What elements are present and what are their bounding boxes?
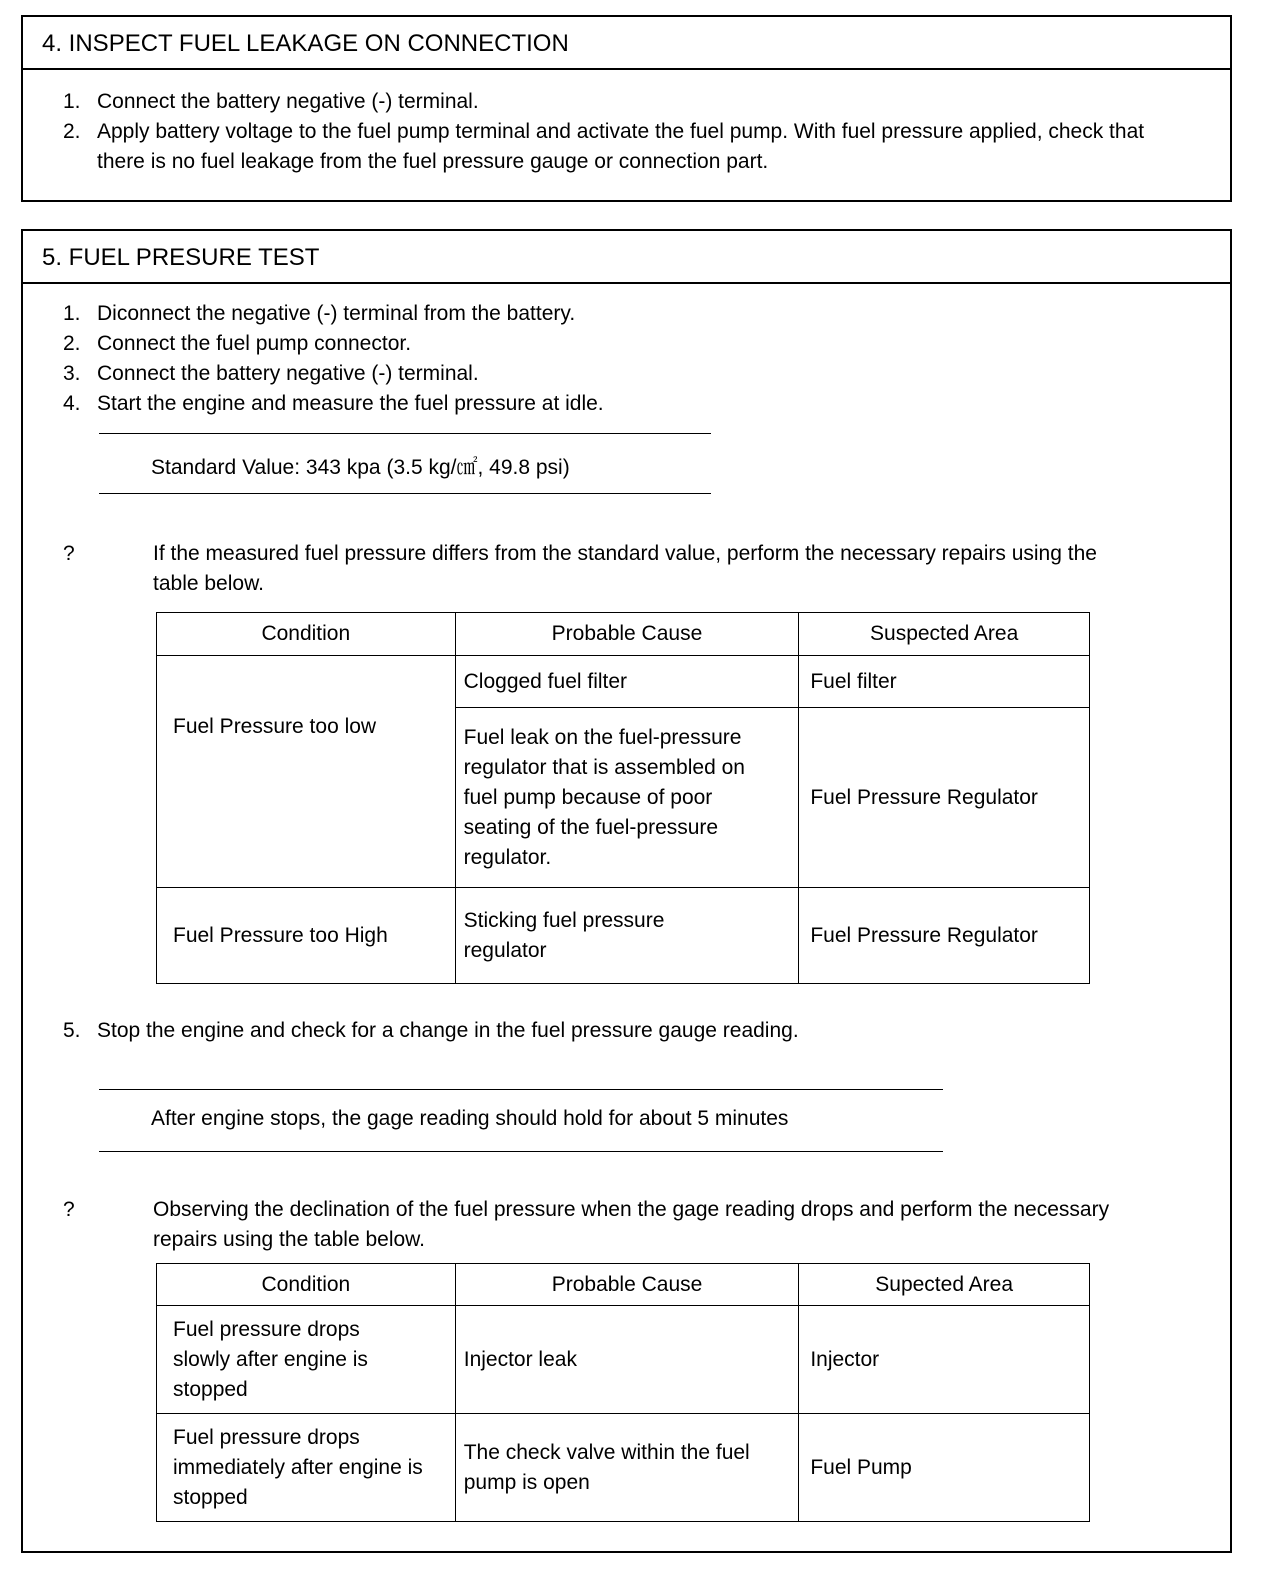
cell-area: Fuel filter (799, 656, 1090, 708)
cell-cause: Injector leak (455, 1306, 799, 1414)
cell-area: Fuel Pressure Regulator (799, 708, 1090, 888)
note-text: Observing the declination of the fuel pressure when the gage reading drops and perform the necessary repairs using the table below. (153, 1198, 1110, 1251)
cell-area: Fuel Pump (799, 1414, 1090, 1522)
section-5-box (21, 229, 1232, 1553)
pressure-drop-table (156, 1263, 1090, 1522)
step-text: Diconnect the negative (-) terminal from the battery. (97, 302, 576, 325)
step-item (63, 359, 1173, 389)
step-number: 2. (63, 332, 81, 355)
step-item (63, 117, 1173, 177)
cell-condition: Fuel Pressure too low (157, 656, 456, 888)
pressure-diagnosis-table (156, 612, 1090, 984)
standard-value-text: Standard Value: 343 kpa (3.5 kg/㎠, 49.8 psi) (151, 456, 570, 479)
cell-condition: Fuel pressure drops slowly after engine is stopped (157, 1306, 456, 1414)
cell-condition: Fuel pressure drops immediately after engine is stopped (157, 1414, 456, 1522)
header-condition: Condition (157, 613, 456, 656)
table-row (157, 1414, 1090, 1522)
hold-spec-text: After engine stops, the gage reading should hold for about 5 minutes (151, 1107, 789, 1130)
header-probable-cause: Probable Cause (455, 1264, 799, 1306)
hold-spec (99, 1089, 943, 1152)
section-4-title: 4. INSPECT FUEL LEAKAGE ON CONNECTION (23, 17, 1230, 70)
step-item (63, 1016, 1173, 1046)
table-row (157, 888, 1090, 984)
step-text: Connect the battery negative (-) terminal. (97, 90, 479, 113)
cell-condition: Fuel Pressure too High (157, 888, 456, 984)
standard-value-spec (99, 433, 711, 494)
step-text: Start the engine and measure the fuel pressure at idle. (97, 392, 604, 415)
table-header-row (157, 1264, 1090, 1306)
cell-area: Injector (799, 1306, 1090, 1414)
step-number: 1. (63, 90, 81, 113)
header-suspected-area: Supected Area (799, 1264, 1090, 1306)
table-header-row (157, 613, 1090, 656)
header-probable-cause: Probable Cause (455, 613, 799, 656)
step-item (63, 87, 1173, 117)
step-number: 3. (63, 362, 81, 385)
section-5-steps (63, 299, 1173, 419)
note-mark: ? (63, 1198, 75, 1221)
cell-cause: Sticking fuel pressure regulator (455, 888, 799, 984)
step-number: 1. (63, 302, 81, 325)
section-4-box (21, 15, 1232, 202)
step-text: Connect the fuel pump connector. (97, 332, 412, 355)
cell-cause: Clogged fuel filter (455, 656, 799, 708)
note-mark: ? (63, 542, 75, 565)
step-item (63, 329, 1173, 359)
cell-cause: The check valve within the fuel pump is open (455, 1414, 799, 1522)
step-text: Stop the engine and check for a change in the fuel pressure gauge reading. (97, 1019, 799, 1042)
step-text: Apply battery voltage to the fuel pump terminal and activate the fuel pump. With fuel pressure applied, check that there is no fuel leakage from the fuel pressure gauge or connection part. (97, 120, 1145, 173)
step-number: 4. (63, 392, 81, 415)
note-pressure-differs (63, 539, 1133, 599)
note-text: If the measured fuel pressure differs from the standard value, perform the necessary repairs using the table below. (153, 542, 1097, 595)
step-item (63, 299, 1173, 329)
table-row (157, 656, 1090, 708)
cell-cause: Fuel leak on the fuel-pressure regulator that is assembled on fuel pump because of poor seating of the fuel-pressure regulator. (455, 708, 799, 888)
section-5-step-5 (63, 1016, 1173, 1046)
header-suspected-area: Suspected Area (799, 613, 1090, 656)
step-item (63, 389, 1173, 419)
note-pressure-drops (63, 1195, 1133, 1255)
cell-area: Fuel Pressure Regulator (799, 888, 1090, 984)
table-row (157, 1306, 1090, 1414)
step-number: 2. (63, 120, 81, 143)
header-condition: Condition (157, 1264, 456, 1306)
section-5-title: 5. FUEL PRESURE TEST (23, 231, 1230, 284)
step-text: Connect the battery negative (-) terminal. (97, 362, 479, 385)
step-number: 5. (63, 1019, 81, 1042)
section-4-steps (63, 87, 1173, 177)
